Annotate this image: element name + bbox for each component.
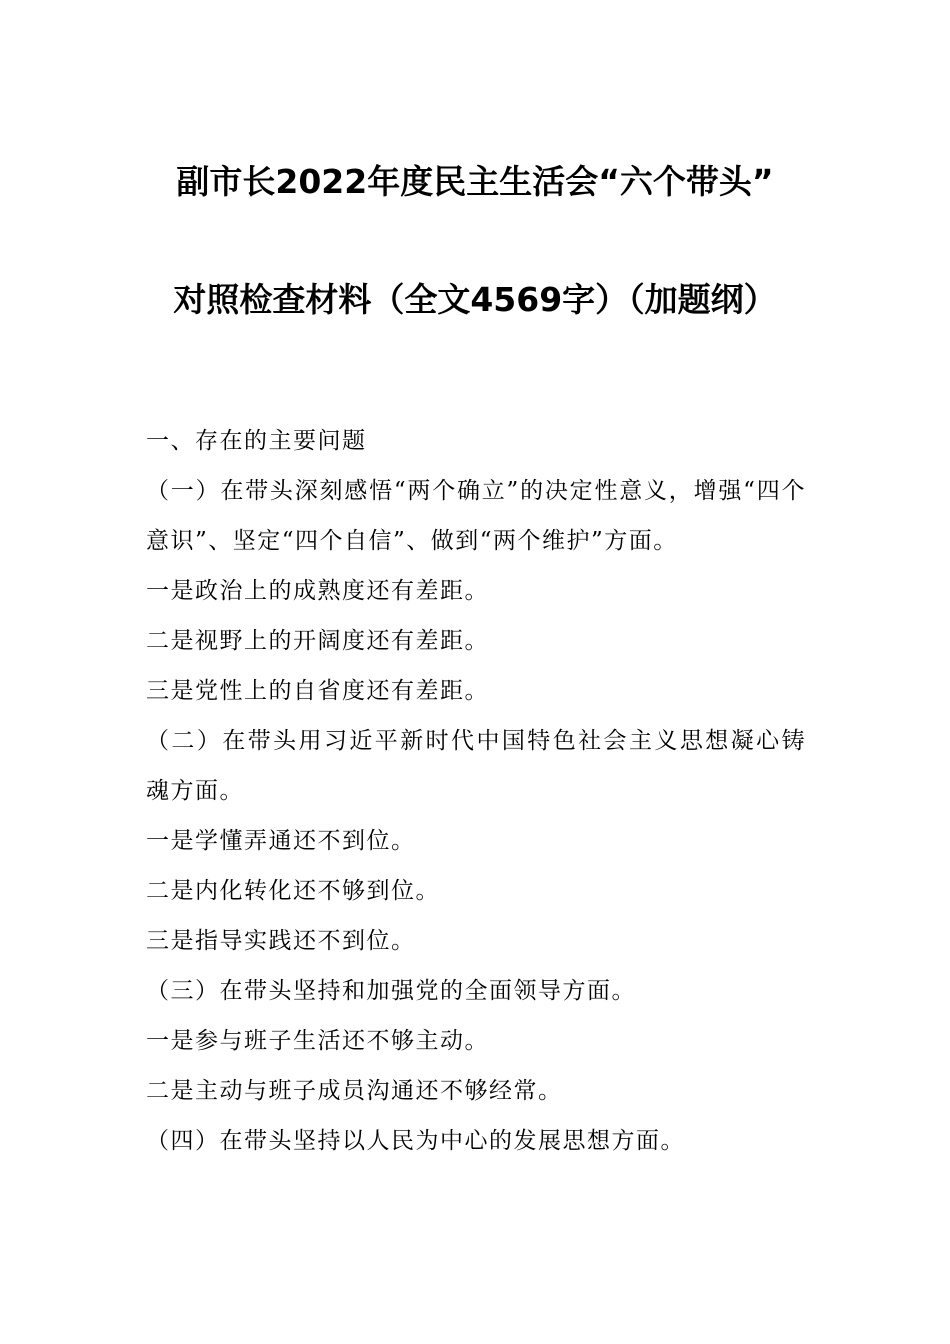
subsection-heading: （四）在带头坚持以人民为中心的发展思想方面。	[146, 1128, 685, 1154]
list-item: 二是视野上的开阔度还有差距。	[146, 628, 489, 654]
list-item: 三是指导实践还不到位。	[146, 928, 416, 954]
list-item: 一是政治上的成熟度还有差距。	[146, 578, 489, 604]
list-item: 二是内化转化还不够到位。	[146, 878, 440, 904]
list-item: 二是主动与班子成员沟通还不够经常。	[146, 1078, 563, 1104]
list-item: 三是党性上的自省度还有差距。	[146, 678, 489, 704]
subsection-heading: （三）在带头坚持和加强党的全面领导方面。	[146, 978, 636, 1004]
document-title-line-1: 副市长2022年度民主生活会“六个带头”	[176, 162, 774, 201]
subsection-heading: （二）在带头用习近平新时代中国特色社会主义思想凝心铸魂方面。	[146, 728, 806, 804]
subsection-heading: （一）在带头深刻感悟“两个确立”的决定性意义，增强“四个意识”、坚定“四个自信”、做到“两个维护”方面。	[146, 478, 806, 554]
document-title-line-2: 对照检查材料（全文4569字）（加题纲）	[173, 280, 777, 319]
list-item: 一是学懂弄通还不到位。	[146, 828, 416, 854]
list-item: 一是参与班子生活还不够主动。	[146, 1028, 489, 1054]
document-body	[146, 416, 806, 1166]
section-heading: 一、存在的主要问题	[146, 428, 367, 454]
